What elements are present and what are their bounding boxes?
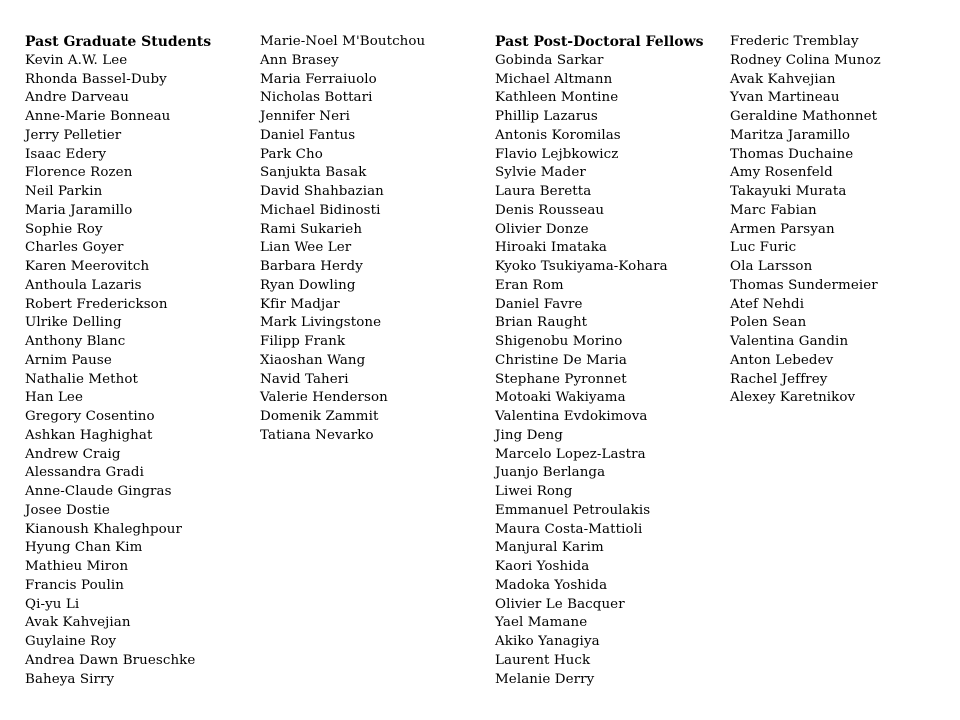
name-entry: Gregory Cosentino (25, 409, 155, 424)
name-entry: Karen Meerovitch (25, 259, 150, 274)
name-entry: Tatiana Nevarko (260, 427, 374, 443)
name-entry: Juanjo Berlanga (495, 465, 606, 481)
name-entry: Daniel Fantus (260, 127, 356, 143)
name-entry: Thomas Sundermeier (730, 277, 878, 293)
name-entry: Marc Fabian (730, 202, 817, 218)
name-entry: Laura Beretta (495, 184, 592, 199)
name-entry: Anthony Blanc (25, 334, 126, 349)
name-entry: Atef Nehdi (730, 296, 805, 312)
name-entry: Frederic Tremblay (730, 34, 859, 49)
name-entry: Francis Poulin (25, 577, 124, 593)
name-entry: Sophie Roy (25, 221, 103, 237)
name-entry: David Shahbazian (260, 184, 384, 199)
name-entry: Kianoush Khaleghpour (25, 521, 183, 537)
name-entry: Ulrike Delling (25, 315, 122, 331)
past-graduate-students-section (25, 33, 426, 687)
name-entry: Brian Raught (495, 315, 588, 331)
name-entry: Ryan Dowling (260, 277, 356, 293)
name-entry: Hiroaki Imataka (495, 240, 607, 256)
name-entry: Xiaoshan Wang (260, 352, 366, 368)
name-entry: Anthoula Lazaris (25, 277, 142, 293)
name-entry: Kathleen Montine (495, 90, 619, 106)
name-entry: Kaori Yoshida (495, 559, 590, 574)
name-entry: Daniel Favre (495, 296, 583, 312)
name-entry: Akiko Yanagiya (495, 634, 600, 649)
name-entry: Rami Sukarieh (260, 221, 363, 237)
name-entry: Antonis Koromilas (495, 127, 621, 143)
name-entry: Michael Bidinosti (260, 202, 381, 218)
name-entry: Kyoko Tsukiyama-Kohara (495, 259, 668, 274)
name-entry: Isaac Edery (25, 146, 107, 162)
students-column-2 (260, 33, 425, 446)
name-entry: Maura Costa-Mattioli (495, 521, 643, 537)
name-entry: Geraldine Mathonnet (730, 109, 878, 124)
postdocs-column-1 (495, 52, 668, 690)
name-entry: Mathieu Miron (25, 559, 129, 574)
name-entry: Polen Sean (730, 315, 807, 331)
name-entry: Liwei Rong (495, 484, 573, 499)
name-entry: Charles Goyer (25, 240, 124, 256)
name-entry: Madoka Yoshida (495, 577, 608, 593)
name-entry: Guylaine Roy (25, 634, 117, 649)
name-entry: Sanjukta Basak (260, 165, 367, 181)
name-entry: Barbara Herdy (260, 259, 363, 274)
section-heading-postdocs: Past Post-Doctoral Fellows (495, 34, 704, 50)
name-entry: Motoaki Wakiyama (495, 390, 626, 406)
name-entry: Armen Parsyan (730, 221, 835, 237)
name-entry: Marcelo Lopez-Lastra (495, 446, 646, 462)
name-entry: Christine De Maria (495, 352, 627, 368)
name-entry: Denis Rousseau (495, 202, 605, 218)
name-entry: Alessandra Gradi (25, 465, 144, 481)
name-entry: Melanie Derry (495, 671, 595, 687)
name-entry: Andre Darveau (25, 90, 129, 106)
name-entry: Takayuki Murata (730, 184, 847, 199)
name-entry: Arnim Pause (25, 352, 112, 368)
name-entry: Maria Jaramillo (25, 202, 133, 218)
name-entry: Avak Kahvejian (25, 615, 131, 631)
past-postdoctoral-fellows-section (495, 33, 881, 687)
name-entry: Ola Larsson (730, 259, 813, 274)
name-entry: Maritza Jaramillo (730, 127, 851, 143)
name-entry: Manjural Karim (495, 540, 604, 556)
name-entry: Kevin A.W. Lee (25, 52, 128, 68)
name-entry: Shigenobu Morino (495, 334, 623, 349)
name-entry: Lian Wee Ler (260, 240, 352, 256)
name-entry: Jennifer Neri (260, 109, 350, 124)
name-entry: Ashkan Haghighat (25, 427, 153, 443)
name-entry: Anne-Marie Bonneau (25, 109, 171, 124)
name-entry: Domenik Zammit (260, 409, 379, 424)
name-entry: Baheya Sirry (25, 671, 115, 687)
name-entry: Gobinda Sarkar (495, 52, 604, 68)
name-entry: Yvan Martineau (730, 90, 840, 106)
name-entry: Stephane Pyronnet (495, 371, 627, 387)
name-entry: Flavio Lejbkowicz (495, 146, 619, 162)
name-entry: Florence Rozen (25, 165, 133, 181)
name-entry: Rhonda Bassel-Duby (25, 71, 167, 87)
name-entry: Park Cho (260, 146, 323, 162)
name-entry: Mark Livingstone (260, 315, 382, 331)
name-entry: Andrew Craig (25, 446, 121, 462)
name-entry: Phillip Lazarus (495, 109, 598, 124)
name-entry: Olivier Le Bacquer (495, 596, 625, 612)
name-entry: Jerry Pelletier (25, 127, 122, 143)
name-entry: Han Lee (25, 390, 83, 406)
name-entry: Valentina Evdokimova (495, 409, 648, 424)
name-entry: Valerie Henderson (260, 390, 388, 406)
name-entry: Eran Rom (495, 277, 564, 293)
name-entry: Anton Lebedev (730, 352, 834, 368)
name-entry: Laurent Huck (495, 652, 591, 668)
name-entry: Rachel Jeffrey (730, 371, 828, 387)
name-entry: Navid Taheri (260, 371, 349, 387)
name-entry: Qi-yu Li (25, 596, 80, 612)
name-entry: Avak Kahvejian (730, 71, 836, 87)
name-entry: Ann Brasey (260, 52, 339, 68)
name-entry: Sylvie Mader (495, 165, 586, 181)
name-entry: Robert Frederickson (25, 296, 168, 312)
name-entry: Luc Furic (730, 240, 797, 256)
name-entry: Maria Ferraiuolo (260, 71, 377, 87)
name-entry: Nathalie Methot (25, 371, 139, 387)
name-entry: Thomas Duchaine (730, 146, 854, 162)
name-entry: Olivier Donze (495, 221, 589, 237)
name-entry: Marie-Noel M'Boutchou (260, 34, 426, 49)
name-entry: Filipp Frank (260, 334, 346, 349)
name-entry: Anne-Claude Gingras (25, 484, 172, 499)
name-entry: Hyung Chan Kim (25, 540, 143, 556)
name-entry: Kfir Madjar (260, 296, 340, 312)
name-entry: Andrea Dawn Brueschke (25, 652, 196, 668)
name-entry: Alexey Karetnikov (730, 390, 856, 406)
name-entry: Valentina Gandin (730, 334, 849, 349)
name-entry: Rodney Colina Munoz (730, 52, 881, 68)
section-heading-students: Past Graduate Students (25, 34, 212, 50)
name-entry: Nicholas Bottari (260, 90, 373, 106)
postdocs-column-2 (730, 33, 881, 408)
name-entry: Michael Altmann (495, 71, 613, 87)
name-entry: Amy Rosenfeld (730, 165, 833, 181)
students-column-1 (25, 52, 195, 690)
name-entry: Yael Mamane (495, 615, 588, 631)
name-entry: Josee Dostie (25, 502, 110, 518)
name-entry: Jing Deng (495, 427, 563, 443)
name-entry: Neil Parkin (25, 184, 103, 199)
name-entry: Emmanuel Petroulakis (495, 502, 651, 518)
